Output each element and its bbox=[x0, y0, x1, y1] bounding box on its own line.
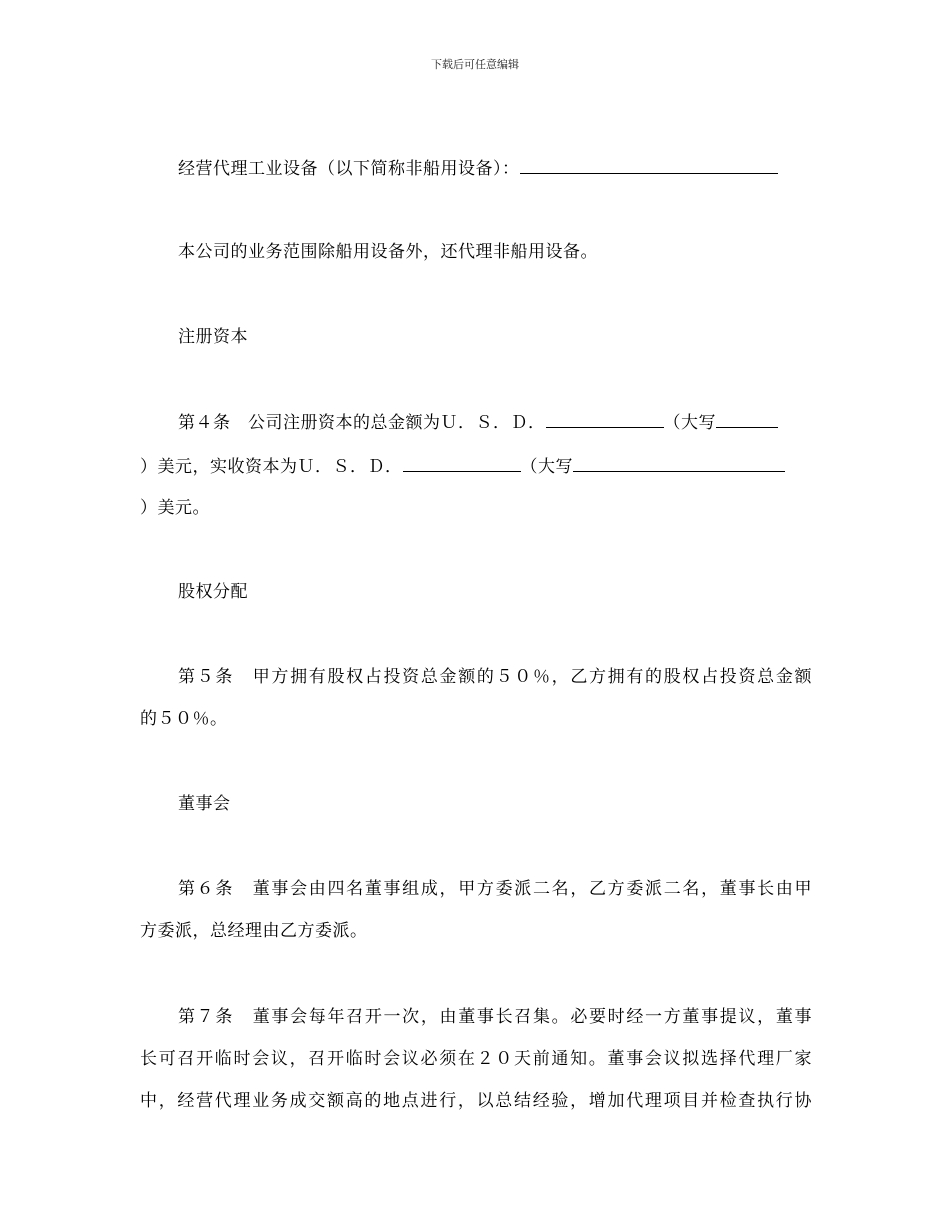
heading-equity-distribution: 股权分配 bbox=[178, 582, 248, 602]
article4-text-a: 第４条 公司注册资本的总金额为Ｕ．Ｓ．Ｄ． bbox=[178, 413, 546, 433]
article4-text-d: （大写 bbox=[520, 457, 573, 477]
article5-line1: 第５条 甲方拥有股权占投资总金额的５０％，乙方拥有的股权占投资总金额 bbox=[178, 667, 812, 687]
article4-line3: ）美元。 bbox=[140, 498, 210, 518]
paid-in-words-blank bbox=[573, 455, 785, 472]
paragraph-equipment bbox=[140, 157, 812, 180]
equipment-label: 经营代理工业设备（以下简称非船用设备）： bbox=[178, 159, 520, 179]
heading-board: 董事会 bbox=[178, 794, 231, 814]
paid-in-blank bbox=[403, 455, 521, 472]
article5-line2: 的５０％。 bbox=[140, 709, 228, 729]
article7-line1: 第７条 董事会每年召开一次，由董事长召集。必要时经一方董事提议，董事 bbox=[178, 1007, 812, 1027]
heading-registered-capital: 注册资本 bbox=[178, 327, 248, 347]
article4-text-b: （大写 bbox=[663, 413, 716, 433]
article6-line1: 第６条 董事会由四名董事组成，甲方委派二名，乙方委派二名，董事长由甲 bbox=[178, 879, 812, 899]
article7-line3: 中，经营代理业务成交额高的地点进行，以总结经验，增加代理项目并检查执行协 bbox=[140, 1091, 812, 1111]
header-note: 下载后可任意编辑 bbox=[431, 58, 519, 71]
equipment-blank bbox=[520, 157, 778, 174]
amount-words-blank bbox=[716, 411, 778, 428]
article6-line2: 方委派，总经理由乙方委派。 bbox=[140, 921, 368, 941]
article7-line2: 长可召开临时会议，召开临时会议必须在２０天前通知。董事会议拟选择代理厂家 bbox=[140, 1049, 812, 1069]
article4-text-c: ）美元，实收资本为Ｕ．Ｓ．Ｄ． bbox=[140, 457, 403, 477]
paragraph-business-scope: 本公司的业务范围除船用设备外，还代理非船用设备。 bbox=[178, 242, 598, 262]
article4-line1 bbox=[140, 411, 812, 434]
amount-blank bbox=[546, 411, 664, 428]
article4-line2 bbox=[140, 455, 812, 478]
